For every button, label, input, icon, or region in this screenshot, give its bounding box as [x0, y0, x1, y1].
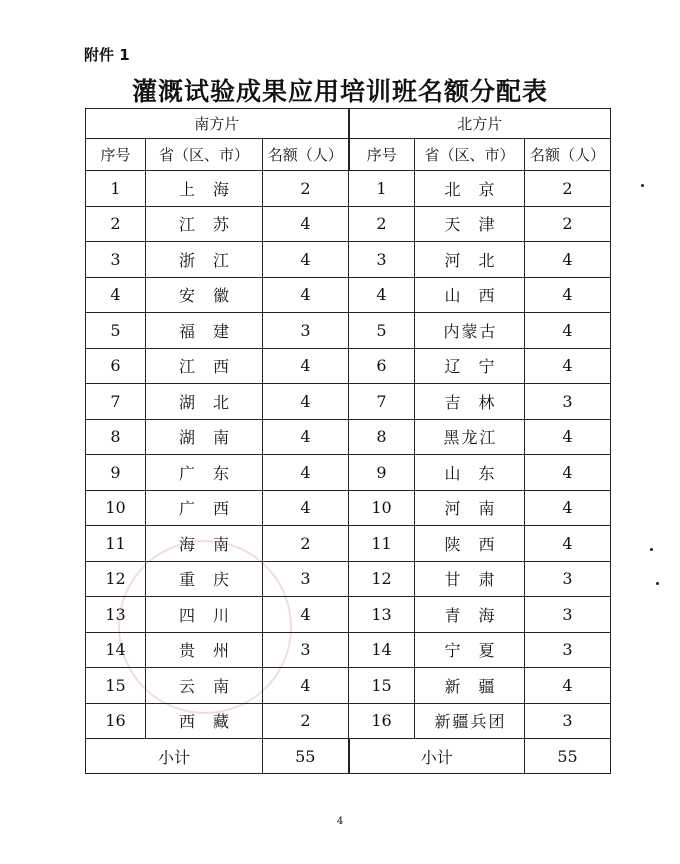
- row-province-south: 安徽: [146, 277, 263, 313]
- row-province-north: 山东: [415, 455, 525, 491]
- row-province-north: 甘肃: [415, 561, 525, 597]
- col-header-quota: 名额（人）: [525, 139, 611, 171]
- row-quota-south: 3: [263, 561, 349, 597]
- total-row: [86, 739, 611, 774]
- row-index-north: 11: [349, 526, 415, 562]
- row-quota-south: 2: [263, 703, 349, 739]
- region-header-north: 北方片: [349, 109, 611, 139]
- region-header-south: 南方片: [86, 109, 349, 139]
- row-province-south: 重庆: [146, 561, 263, 597]
- row-province-north: 辽宁: [415, 348, 525, 384]
- row-quota-north: 4: [525, 419, 611, 455]
- row-quota-north: 4: [525, 313, 611, 349]
- row-province-north: 黑龙江: [415, 419, 525, 455]
- row-province-south: 浙江: [146, 242, 263, 278]
- row-quota-north: 3: [525, 632, 611, 668]
- row-quota-south: 4: [263, 348, 349, 384]
- row-index-north: 9: [349, 455, 415, 491]
- table-row: [86, 455, 611, 491]
- row-quota-south: 4: [263, 277, 349, 313]
- row-province-south: 西藏: [146, 703, 263, 739]
- row-province-north: 北京: [415, 171, 525, 207]
- row-index-south: 7: [86, 384, 146, 420]
- table-row: [86, 277, 611, 313]
- row-province-north: 河南: [415, 490, 525, 526]
- row-quota-north: 4: [525, 490, 611, 526]
- row-quota-north: 4: [525, 668, 611, 704]
- subtotal-label-south: 小计: [86, 739, 263, 774]
- row-province-north: 吉林: [415, 384, 525, 420]
- row-quota-north: 4: [525, 277, 611, 313]
- row-quota-north: 3: [525, 597, 611, 633]
- row-index-south: 14: [86, 632, 146, 668]
- row-quota-south: 4: [263, 668, 349, 704]
- table-row: [86, 703, 611, 739]
- row-province-north: 新疆: [415, 668, 525, 704]
- row-index-south: 9: [86, 455, 146, 491]
- row-index-north: 6: [349, 348, 415, 384]
- row-index-south: 4: [86, 277, 146, 313]
- table-row: [86, 632, 611, 668]
- table-row: [86, 597, 611, 633]
- row-quota-north: 2: [525, 171, 611, 207]
- table-row: [86, 419, 611, 455]
- row-index-south: 6: [86, 348, 146, 384]
- row-province-north: 新疆兵团: [415, 703, 525, 739]
- table-row: [86, 490, 611, 526]
- row-index-north: 5: [349, 313, 415, 349]
- row-index-south: 11: [86, 526, 146, 562]
- col-header-province: 省（区、市）: [146, 139, 263, 171]
- row-quota-south: 4: [263, 384, 349, 420]
- quota-table: [85, 108, 611, 774]
- row-index-north: 16: [349, 703, 415, 739]
- row-province-north: 青海: [415, 597, 525, 633]
- row-province-north: 内蒙古: [415, 313, 525, 349]
- row-index-north: 1: [349, 171, 415, 207]
- row-quota-south: 3: [263, 632, 349, 668]
- row-index-south: 8: [86, 419, 146, 455]
- row-province-south: 云南: [146, 668, 263, 704]
- row-index-north: 4: [349, 277, 415, 313]
- scan-speck: [650, 548, 653, 551]
- row-quota-north: 4: [525, 526, 611, 562]
- row-quota-south: 4: [263, 206, 349, 242]
- attachment-label: 附件 1: [84, 46, 130, 64]
- row-province-north: 天津: [415, 206, 525, 242]
- row-quota-north: 3: [525, 703, 611, 739]
- row-index-north: 10: [349, 490, 415, 526]
- table-row: [86, 384, 611, 420]
- row-province-south: 湖北: [146, 384, 263, 420]
- row-province-north: 河北: [415, 242, 525, 278]
- row-province-south: 贵州: [146, 632, 263, 668]
- table-row: [86, 242, 611, 278]
- row-quota-north: 4: [525, 348, 611, 384]
- row-index-north: 7: [349, 384, 415, 420]
- row-province-south: 海南: [146, 526, 263, 562]
- table-body: [86, 171, 611, 739]
- table-row: [86, 313, 611, 349]
- table-row: [86, 206, 611, 242]
- row-index-south: 12: [86, 561, 146, 597]
- scan-speck: [656, 582, 659, 585]
- row-province-south: 上海: [146, 171, 263, 207]
- row-index-south: 1: [86, 171, 146, 207]
- row-index-south: 5: [86, 313, 146, 349]
- row-quota-south: 2: [263, 171, 349, 207]
- row-province-south: 广东: [146, 455, 263, 491]
- col-header-index: 序号: [349, 139, 415, 171]
- row-quota-south: 4: [263, 490, 349, 526]
- row-quota-north: 3: [525, 384, 611, 420]
- col-header-quota: 名额（人）: [263, 139, 349, 171]
- row-quota-south: 4: [263, 597, 349, 633]
- table-row: [86, 561, 611, 597]
- row-quota-south: 2: [263, 526, 349, 562]
- row-index-south: 13: [86, 597, 146, 633]
- scan-speck: [641, 184, 644, 187]
- row-province-south: 四川: [146, 597, 263, 633]
- row-index-north: 3: [349, 242, 415, 278]
- row-quota-north: 4: [525, 455, 611, 491]
- table-row: [86, 668, 611, 704]
- subtotal-value-south: 55: [263, 739, 349, 774]
- table-row: [86, 526, 611, 562]
- row-index-north: 12: [349, 561, 415, 597]
- row-index-south: 10: [86, 490, 146, 526]
- row-index-north: 8: [349, 419, 415, 455]
- page-title: 灌溉试验成果应用培训班名额分配表: [131, 77, 548, 106]
- row-quota-north: 3: [525, 561, 611, 597]
- row-index-south: 3: [86, 242, 146, 278]
- row-province-north: 陕西: [415, 526, 525, 562]
- row-province-south: 湖南: [146, 419, 263, 455]
- row-province-north: 山西: [415, 277, 525, 313]
- row-index-north: 2: [349, 206, 415, 242]
- row-index-north: 13: [349, 597, 415, 633]
- row-province-north: 宁夏: [415, 632, 525, 668]
- subtotal-value-north: 55: [525, 739, 611, 774]
- row-index-south: 15: [86, 668, 146, 704]
- col-header-index: 序号: [86, 139, 146, 171]
- subtotal-label-north: 小计: [349, 739, 525, 774]
- col-header-province: 省（区、市）: [415, 139, 525, 171]
- row-index-south: 2: [86, 206, 146, 242]
- row-index-north: 14: [349, 632, 415, 668]
- row-quota-north: 4: [525, 242, 611, 278]
- row-quota-north: 2: [525, 206, 611, 242]
- page-number: 4: [336, 816, 344, 827]
- row-province-south: 福建: [146, 313, 263, 349]
- table-row: [86, 348, 611, 384]
- row-index-south: 16: [86, 703, 146, 739]
- row-quota-south: 4: [263, 242, 349, 278]
- row-province-south: 江苏: [146, 206, 263, 242]
- row-quota-south: 4: [263, 455, 349, 491]
- row-quota-south: 3: [263, 313, 349, 349]
- row-index-north: 15: [349, 668, 415, 704]
- row-province-south: 江西: [146, 348, 263, 384]
- row-quota-south: 4: [263, 419, 349, 455]
- table-row: [86, 171, 611, 207]
- row-province-south: 广西: [146, 490, 263, 526]
